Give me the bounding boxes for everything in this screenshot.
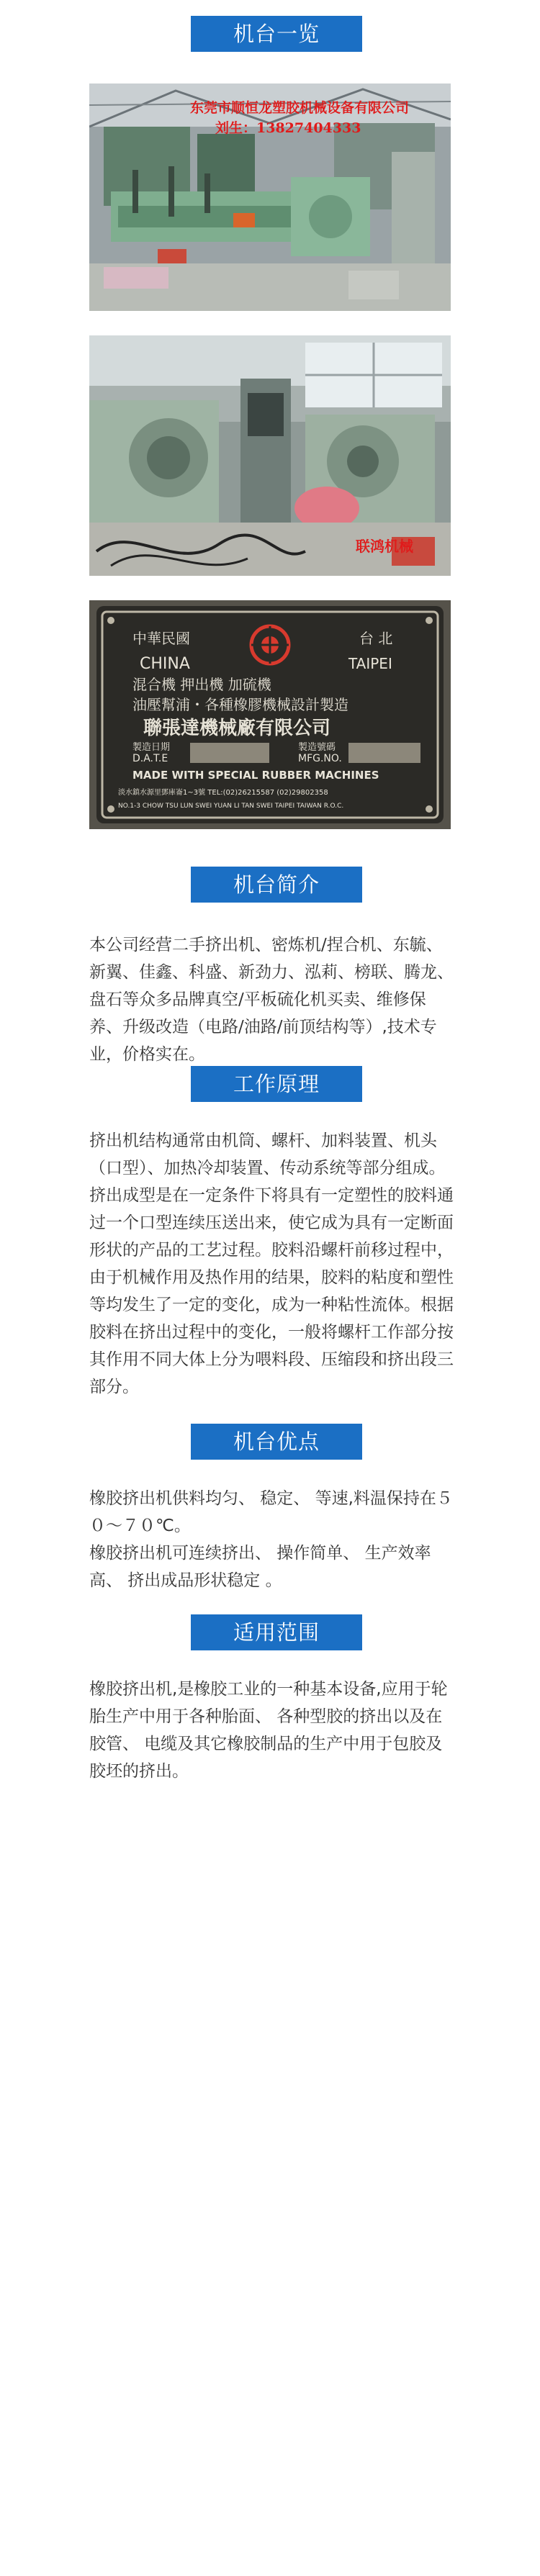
intro-body: 本公司经营二手挤出机、密炼机/捏合机、东毓、新翼、佳鑫、科盛、新劲力、泓莉、榜联、腾龙、盘石等众多品牌真空/平板硫化机买卖、维修保养、升级改造（电路/油路/前顶结构等）,技术专业，价格实在。	[89, 936, 454, 1064]
nameplate-oil: 油壓幫浦・各種橡膠機械設計製造	[132, 696, 348, 713]
extruder-photo-1	[89, 83, 451, 311]
principle-heading: 工作原理	[191, 1066, 362, 1102]
extruder-photo-2	[89, 335, 451, 576]
nameplate-china: CHINA	[140, 655, 190, 673]
nameplate-country-left: 中華民國	[132, 630, 190, 647]
scope-heading: 适用范围	[191, 1614, 362, 1650]
advantages-body: 橡胶挤出机供料均匀、 稳定、 等速,料温保持在５０～７０℃。 橡胶挤出机可连续挤出、 操作简单、 生产效率高、 挤出成品形状稳定 。	[89, 1489, 453, 1590]
advantages-heading: 机台优点	[191, 1424, 362, 1460]
nameplate-mfg-label: 製造號碼	[298, 742, 336, 753]
nameplate-machines: 混合機 押出機 加硫機	[132, 676, 271, 693]
nameplate-made-with: MADE WITH SPECIAL RUBBER MACHINES	[132, 769, 379, 782]
photo-1-watermark-phone: 刘生：13827404333	[215, 120, 361, 136]
nameplate-date-label: 製造日期	[132, 742, 171, 753]
nameplate-company: 聯張達機械廠有限公司	[143, 718, 331, 739]
nameplate-country-right: 台 北	[359, 630, 393, 647]
nameplate-address-cn: 淡水鎮水源里鄧庫崙1~3號 TEL:(02)26215587 (02)29802358	[118, 789, 328, 797]
overview-heading: 机台一览	[191, 16, 362, 52]
nameplate-mfg-en: MFG.NO.	[298, 753, 342, 764]
nameplate-date-en: D.A.T.E	[132, 753, 168, 764]
photo-1-watermark-company: 东莞市顺恒龙塑胶机械设备有限公司	[190, 100, 410, 116]
nameplate-address-en: NO.1-3 CHOW TSU LUN SWEI YUAN LI TAN SWEI TAIPEI TAIWAN R.O.C.	[118, 803, 344, 810]
nameplate-photo	[89, 600, 451, 829]
scope-body: 橡胶挤出机,是橡胶工业的一种基本设备,应用于轮胎生产中用于各种胎面、 各种型胶的挤出以及在胶管、 电缆及其它橡胶制品的生产中用于包胶及胶坯的挤出。	[89, 1680, 448, 1781]
principle-body: 挤出机结构通常由机筒、螺杆、加料装置、机头（口型）、加热冷却装置、传动系统等部分组成。 挤出成型是在一定条件下将具有一定塑性的胶料通过一个口型连续压送出来，使它成为具有一定断面形状的产品的工艺过程。胶料沿螺杆前移过程中，由于机械作用及热作用的结果，胶料的粘度和塑性等均发生了一定的变化，成为一种粘性流体。根据胶料在挤出过程中的变化，一般将螺杆工作部分按其作用不同大体上分为喂料段、压缩段和挤出段三部分。	[89, 1131, 454, 1396]
nameplate-taipei: TAIPEI	[348, 655, 392, 672]
photo-2-watermark: 联鸿机械	[356, 538, 413, 555]
intro-heading: 机台简介	[191, 867, 362, 903]
